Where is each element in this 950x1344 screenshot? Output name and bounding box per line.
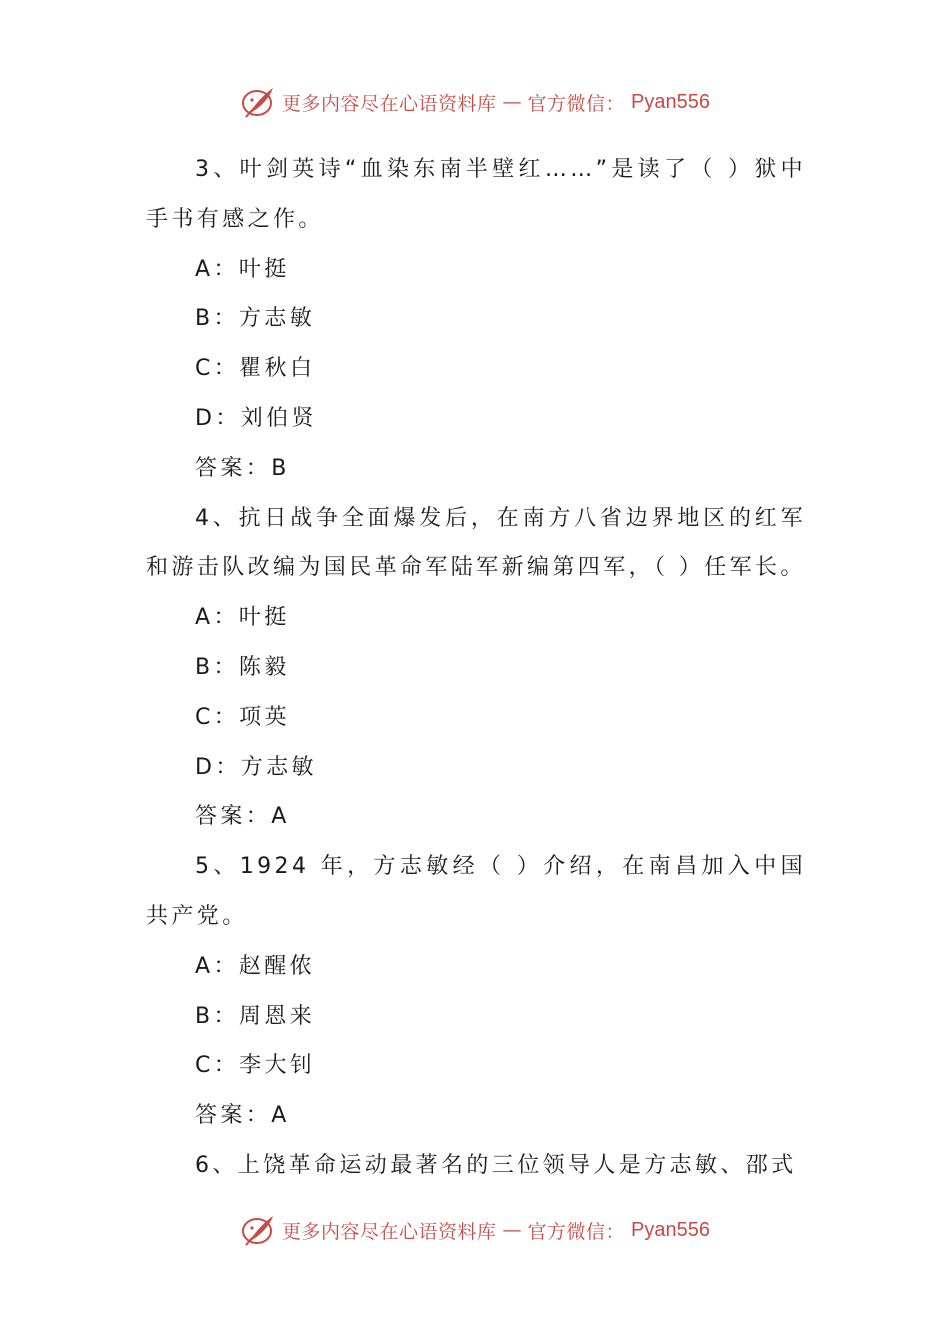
question-5-option-a: A：赵醒侬	[195, 953, 316, 979]
question-3-answer: 答案：B	[195, 455, 290, 481]
question-4-answer: 答案：A	[195, 804, 290, 830]
header-watermark-text: 更多内容尽在心语资料库	[282, 92, 497, 115]
question-4-option-a: A：叶挺	[195, 605, 290, 631]
question-5-answer: 答案：A	[195, 1103, 290, 1129]
footer-separator: —	[502, 1219, 522, 1241]
question-4-option-b: B：陈毅	[195, 654, 290, 680]
quill-pen-logo-icon	[240, 1212, 276, 1248]
document-body	[146, 145, 806, 1191]
footer-watermark-text: 更多内容尽在心语资料库	[282, 1220, 497, 1243]
question-5-option-b: B：周恩来	[195, 1003, 316, 1029]
footer-wechat-handle: Pyan556	[631, 1218, 710, 1241]
question-3-stem: 3、叶剑英诗“血染东南半壁红……”是读了（ ）狱中手书有感之作。	[146, 157, 806, 232]
question-6-stem: 6、上饶革命运动最著名的三位领导人是方志敏、邵式	[195, 1152, 797, 1178]
question-3-option-c: C：瞿秋白	[195, 356, 316, 382]
question-5-stem: 5、1924 年，方志敏经（ ）介绍，在南昌加入中国共产党。	[146, 854, 806, 929]
header-separator: —	[502, 91, 522, 113]
question-5-option-c: C：李大钊	[195, 1053, 316, 1079]
header-wechat-label: 官方微信：	[527, 92, 626, 115]
question-4-option-d: D：方志敏	[195, 754, 317, 780]
header-wechat-handle: Pyan556	[631, 90, 710, 113]
footer-wechat-label: 官方微信：	[527, 1220, 626, 1243]
question-3-option-d: D：刘伯贤	[195, 405, 317, 431]
quill-pen-logo-icon	[240, 84, 276, 120]
header-watermark	[0, 82, 950, 122]
footer-watermark	[0, 1210, 950, 1250]
question-4-stem: 4、抗日战争全面爆发后，在南方八省边界地区的红军和游击队改编为国民革命军陆军新编第四军，（ ）任军长。	[146, 505, 806, 581]
question-3-option-b: B：方志敏	[195, 306, 316, 332]
question-3-option-a: A：叶挺	[195, 256, 290, 282]
question-4-option-c: C：项英	[195, 704, 290, 730]
